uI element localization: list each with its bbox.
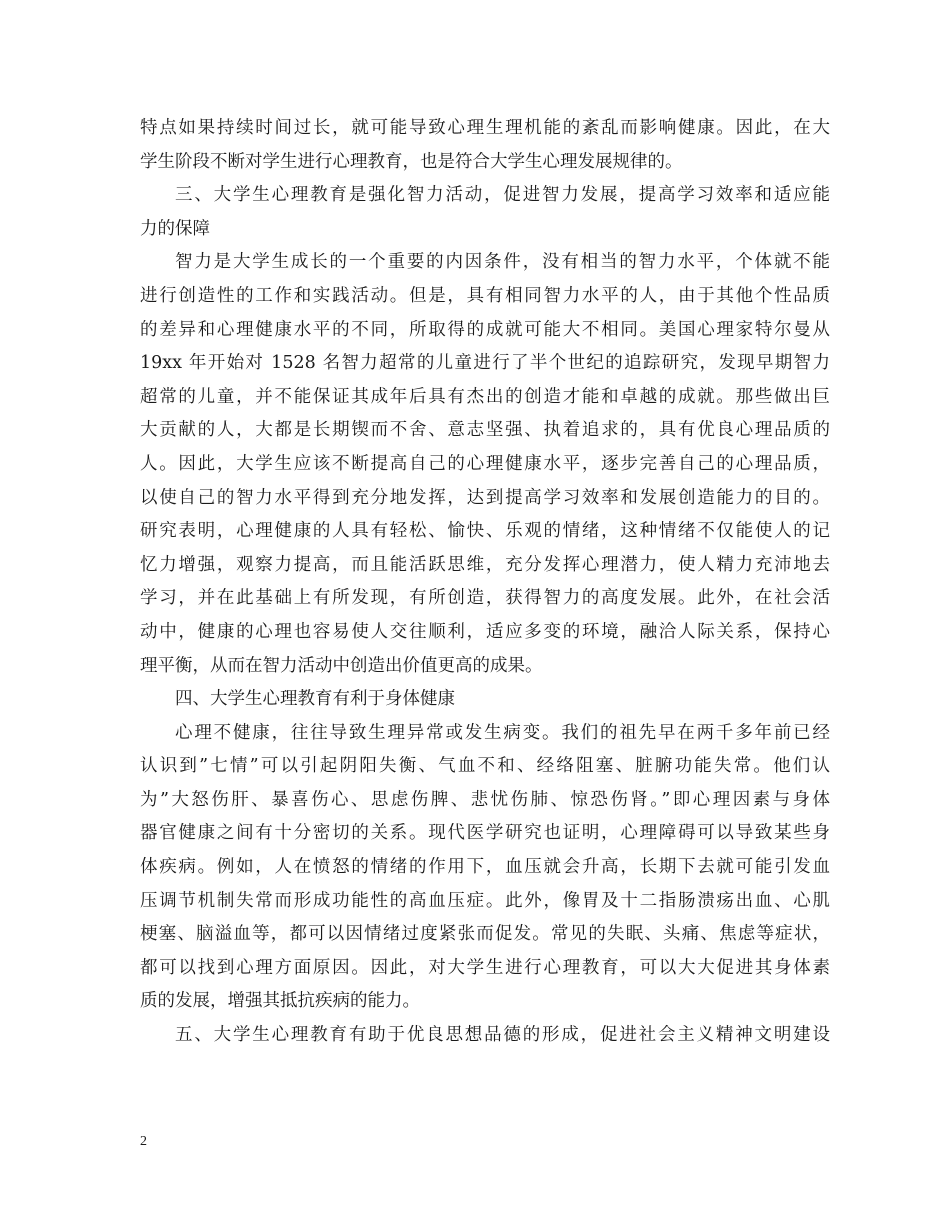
text-line: 理平衡，从而在智力活动中创造出价值更高的成果。 [140,655,543,676]
text-line: 人。因此，大学生应该不断提高自己的心理健康水平，逐步完善自己的心理品质， [140,453,830,474]
text-line: 心理不健康，往往导致生理异常或发生病变。我们的祖先早在两千多年前已经 [175,722,830,743]
text-line: 质的发展，增强其抵抗疾病的能力。 [140,991,420,1012]
text-line: 进行创造性的工作和实践活动。但是，具有相同智力水平的人，由于其他个性品质 [140,285,830,306]
text-line: 三、大学生心理教育是强化智力活动，促进智力发展，提高学习效率和适应能 [175,185,830,206]
text-line: 动中，健康的心理也容易使人交往顺利，适应多变的环境，融洽人际关系，保持心 [140,621,830,642]
text-line: 力的保障 [140,218,210,239]
text-line: 大贡献的人，大都是长期锲而不舍、意志坚强、执着追求的，具有优良心理品质的 [140,420,830,441]
page-number: 2 [140,1134,147,1149]
text-line: 学习，并在此基础上有所发现，有所创造，获得智力的高度发展。此外，在社会活 [140,588,830,609]
text-line: 学生阶段不断对学生进行心理教育，也是符合大学生心理发展规律的。 [140,151,683,172]
text-line: 研究表明，心理健康的人具有轻松、愉快、乐观的情绪，这种情绪不仅能使人的记 [140,521,830,542]
text-line: 都可以找到心理方面原因。因此，对大学生进行心理教育，可以大大促进其身体素 [140,957,830,978]
text-line: 梗塞、脑溢血等，都可以因情绪过度紧张而促发。常见的失眠、头痛、焦虑等症状， [140,924,830,945]
text-line: 器官健康之间有十分密切的关系。现代医学研究也证明，心理障碍可以导致某些身 [140,823,830,844]
text-line: 体疾病。例如，人在愤怒的情绪的作用下，血压就会升高，长期下去就可能引发血 [140,857,830,878]
text-line: 忆力增强，观察力提高，而且能活跃思维，充分发挥心理潜力，使人精力充沛地去 [140,554,830,575]
text-line: 压调节机制失常而形成功能性的高血压症。此外，像胃及十二指肠溃疡出血、心肌 [140,890,830,911]
text-line: 19xx 年开始对 1528 名智力超常的儿童进行了半个世纪的追踪研究，发现早期智力 [140,353,830,374]
text-line: 以使自己的智力水平得到充分地发挥，达到提高学习效率和发展创造能力的目的。 [140,487,830,508]
text-line: 超常的儿童，并不能保证其成年后具有杰出的创造才能和卓越的成就。那些做出巨 [140,386,830,407]
text-line: 特点如果持续时间过长，就可能导致心理生理机能的紊乱而影响健康。因此，在大 [140,118,830,138]
text-line: 为”大怒伤肝、暴喜伤心、思虑伤脾、悲忧伤肺、惊恐伤肾。”即心理因素与身体 [140,789,830,810]
text-line: 的差异和心理健康水平的不同，所取得的成就可能大不相同。美国心理家特尔曼从 [140,319,830,340]
document-body [140,112,830,1053]
text-line: 认识到”七情”可以引起阴阳失衡、气血不和、经络阻塞、脏腑功能失常。他们认 [140,756,830,777]
text-line: 五、大学生心理教育有助于优良思想品德的形成，促进社会主义精神文明建设 [175,1025,830,1046]
text-line: 智力是大学生成长的一个重要的内因条件，没有相当的智力水平，个体就不能 [175,252,830,273]
text-line: 四、大学生心理教育有利于身体健康 [175,689,455,710]
